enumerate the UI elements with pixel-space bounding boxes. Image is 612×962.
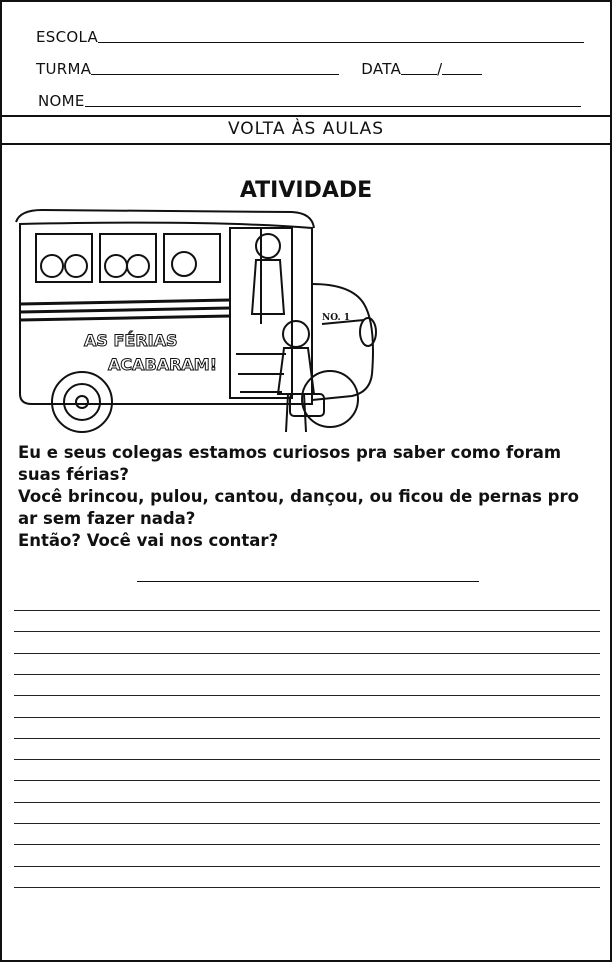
- writing-line[interactable]: [14, 631, 600, 632]
- writing-line[interactable]: [14, 738, 600, 739]
- writing-line[interactable]: [14, 844, 600, 845]
- text-line-2: suas férias?: [18, 465, 129, 484]
- data-label: DATA: [361, 60, 402, 78]
- turma-row: [2, 54, 610, 78]
- writing-line[interactable]: [14, 759, 600, 760]
- escola-field[interactable]: [98, 26, 584, 43]
- writing-line[interactable]: [14, 823, 600, 824]
- bus-number: NO. 1: [322, 313, 351, 323]
- bus-text-2: ACABARAM!: [108, 355, 218, 374]
- banner-title: VOLTA ÀS AULAS: [2, 115, 610, 145]
- school-bus-illustration: [12, 204, 382, 444]
- data-month-field[interactable]: [442, 58, 482, 75]
- escola-label: ESCOLA: [36, 28, 99, 46]
- writing-line[interactable]: [14, 802, 600, 803]
- text-line-3: Você brincou, pulou, cantou, dançou, ou ficou de pernas pro: [18, 487, 579, 506]
- data-separator: /: [437, 60, 443, 78]
- turma-field[interactable]: [91, 58, 339, 75]
- bus-text-1: AS FÉRIAS: [84, 331, 178, 350]
- nome-row: [2, 86, 610, 110]
- nome-label: NOME: [38, 92, 85, 110]
- writing-line[interactable]: [14, 610, 600, 611]
- text-line-4: ar sem fazer nada?: [18, 509, 196, 528]
- header-form: [2, 2, 610, 117]
- activity-text: [18, 442, 598, 552]
- writing-line[interactable]: [14, 695, 600, 696]
- writing-line[interactable]: [14, 674, 600, 675]
- writing-line[interactable]: [14, 887, 600, 888]
- title-answer-line[interactable]: [137, 581, 479, 582]
- writing-line[interactable]: [14, 717, 600, 718]
- data-day-field[interactable]: [401, 58, 437, 75]
- text-line-5: Então? Você vai nos contar?: [18, 531, 279, 550]
- writing-line[interactable]: [14, 653, 600, 654]
- activity-title: ATIVIDADE: [239, 178, 373, 203]
- text-line-1: Eu e seus colegas estamos curiosos pra saber como foram: [18, 443, 562, 462]
- escola-row: [2, 22, 610, 46]
- turma-label: TURMA: [36, 60, 92, 78]
- nome-field[interactable]: [85, 90, 581, 107]
- writing-line[interactable]: [14, 866, 600, 867]
- writing-line[interactable]: [14, 780, 600, 781]
